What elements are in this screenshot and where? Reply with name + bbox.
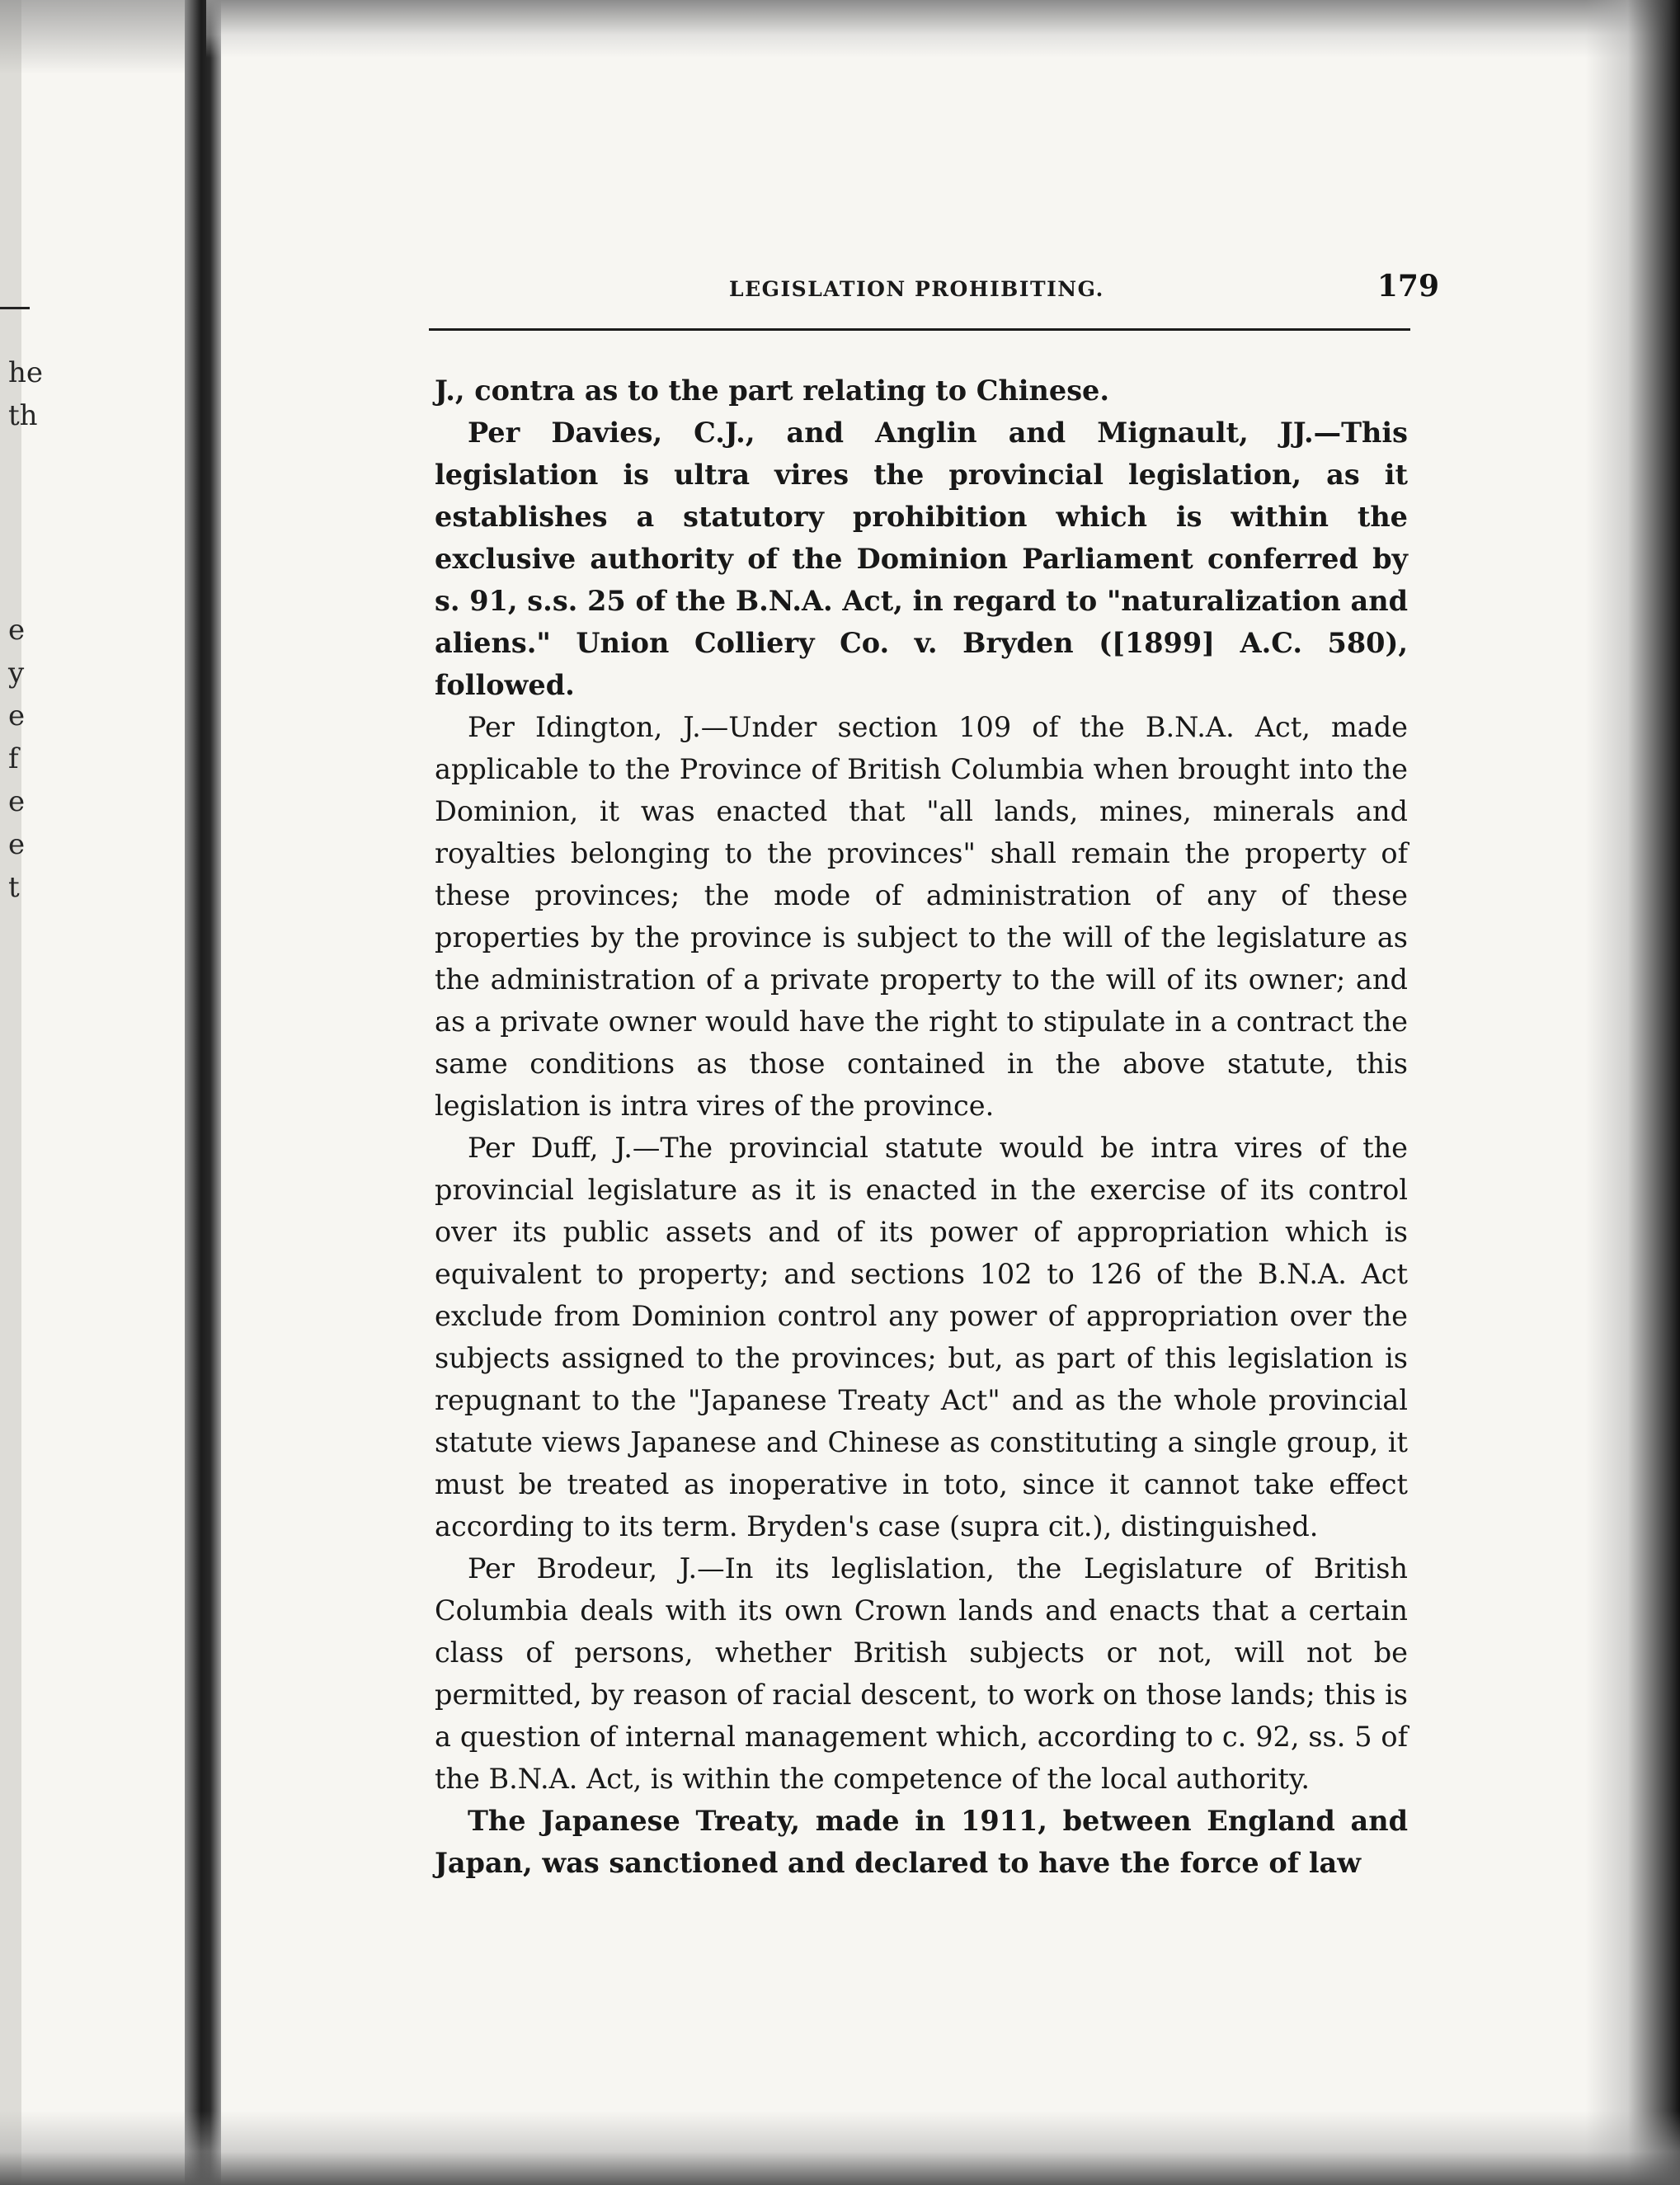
running-head: LEGISLATION PROHIBITING. (729, 277, 1104, 301)
paragraph-davies: Per Davies, C.J., and Anglin and Mignault, JJ.—This legislation is ultra vires the provincial legislation, as it establishes a statutory prohibition which is within the exclusive authority of the Dominion Parliament conferred by s. 91, s.s. 25 of the B.N.A. Act, in regard to "naturalization and aliens." Union Colliery Co. v. Bryden ([1899] A.C. 580), followed. (435, 417, 1408, 701)
margin-fragment: e (8, 614, 26, 647)
header-rule (429, 328, 1410, 331)
scan-edge-right (1585, 0, 1680, 2185)
paragraph-duff: Per Duff, J.—The provincial statute would be intra vires of the provincial legislature as it is enacted in the exercise of its control over its public assets and of its power of appropriation which is equivalent to property; and sections 102 to 126 of the B.N.A. Act exclude from Dominion control any power of appropriation over the subjects assigned to the provinces; but, as part of this legislation is repugnant to the "Japanese Treaty Act" and as the whole provincial statute views Japanese and Chinese as constituting a single group, it must be treated as inoperative in toto, since it cannot take effect according to its term. Bryden's case (supra cit.), distinguished. (435, 1132, 1408, 1542)
margin-fragment: e (8, 699, 26, 732)
scan-shadow-top-left (0, 0, 206, 74)
margin-fragment: he (8, 356, 44, 389)
margin-fragment: th (8, 399, 38, 432)
margin-fragment: y (8, 657, 25, 690)
margin-fragment: e (8, 828, 26, 861)
margin-fragment: t (8, 871, 20, 904)
paragraph-idington: Per Idington, J.—Under section 109 of the B.N.A. Act, made applicable to the Province of British Columbia when brought into the Dominion, it was enacted that "all lands, mines, minerals and royalties belonging to the provinces" shall remain the property of these provinces; the mode of administration of any of these properties by the province is subject to the will of the legislature as the administration of a private property to the will of its owner; and as a private owner would have the right to stipulate in a contract the same conditions as those contained in the above statute, this legislation is intra vires of the province. (435, 711, 1408, 1122)
margin-fragment: f (8, 742, 19, 775)
paragraph-continuation: J., contra as to the part relating to Chinese. (435, 374, 1110, 407)
body-text (435, 370, 1408, 1884)
book-spine-shadow (185, 0, 221, 2185)
scan-edge-top (206, 0, 1680, 58)
scan-edge-bottom (0, 2111, 1680, 2185)
paragraph-brodeur: Per Brodeur, J.—In its leglislation, the Legislature of British Columbia deals with its own Crown lands and enacts that a certain class of persons, whether British subjects or not, will not be permitted, by reason of racial descent, to work on those lands; this is a question of internal management which, according to c. 92, ss. 5 of the B.N.A. Act, is within the competence of the local authority. (435, 1552, 1408, 1795)
page-number: 179 (1376, 269, 1439, 304)
facing-page-strip (0, 0, 21, 2185)
margin-fragment: e (8, 785, 26, 818)
paragraph-japanese-treaty: The Japanese Treaty, made in 1911, between England and Japan, was sanctioned and declared to have the force of law (435, 1805, 1408, 1879)
facing-page-rule (0, 307, 30, 309)
